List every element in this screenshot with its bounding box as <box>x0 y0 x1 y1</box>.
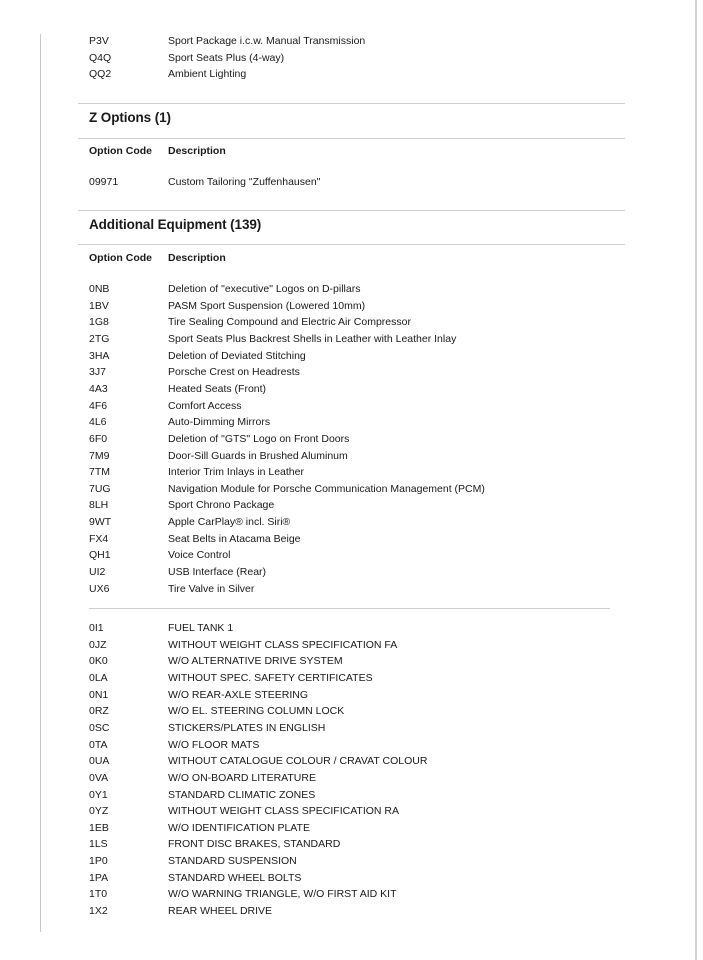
table-row <box>0 770 640 787</box>
option-code: 09971 <box>89 176 119 188</box>
option-description: Tire Sealing Compound and Electric Air Compressor <box>168 316 411 329</box>
option-code: 3J7 <box>89 366 106 379</box>
option-description: STANDARD WHEEL BOLTS <box>168 871 302 884</box>
option-code: 4F6 <box>89 399 108 412</box>
option-description: W/O FLOOR MATS <box>168 738 260 751</box>
section-divider <box>78 244 625 245</box>
table-row <box>0 870 640 887</box>
option-description: W/O ON-BOARD LITERATURE <box>168 771 316 784</box>
option-description: Auto-Dimming Mirrors <box>168 416 271 429</box>
option-code: 0UA <box>89 755 110 768</box>
table-row <box>0 331 640 348</box>
table-row <box>0 581 640 598</box>
option-code: 0N1 <box>89 688 109 701</box>
col-header-option-code: Option Code <box>89 145 152 157</box>
table-row <box>0 737 640 754</box>
option-code: 0K0 <box>89 655 108 668</box>
table-row <box>0 820 640 837</box>
table-row <box>0 364 640 381</box>
option-code: 0I1 <box>89 622 104 634</box>
option-description: USB Interface (Rear) <box>168 566 267 579</box>
option-description: Seat Belts in Atacama Beige <box>168 532 301 545</box>
option-code: 1X2 <box>89 905 108 918</box>
option-code: QH1 <box>89 549 111 562</box>
table-row <box>0 670 640 687</box>
table-row <box>0 398 640 415</box>
table-row <box>0 464 640 481</box>
section-divider <box>78 210 625 211</box>
option-description: Deletion of "executive" Logos on D-pillars <box>168 283 361 295</box>
option-description: PASM Sport Suspension (Lowered 10mm) <box>168 299 366 312</box>
table-row <box>0 481 640 498</box>
table-row <box>0 547 640 564</box>
table-row <box>0 787 640 804</box>
table-row <box>0 564 640 581</box>
table-row <box>0 448 640 465</box>
table-row <box>0 414 640 431</box>
option-description: FRONT DISC BRAKES, STANDARD <box>168 838 341 851</box>
section-divider <box>78 138 625 139</box>
option-description: Sport Seats Plus (4-way) <box>168 51 285 64</box>
additional-equipment-header <box>0 250 640 267</box>
option-code: 0LA <box>89 671 108 684</box>
option-code: 1BV <box>89 299 109 312</box>
option-code: 1PA <box>89 871 109 884</box>
col-header-description: Description <box>168 252 226 264</box>
option-code: 0NB <box>89 283 110 295</box>
option-code: 4A3 <box>89 382 108 395</box>
table-row <box>0 653 640 670</box>
table-row <box>0 497 640 514</box>
table-row <box>0 314 640 331</box>
option-code: FX4 <box>89 532 109 545</box>
option-code: 2TG <box>89 332 110 345</box>
table-row <box>0 687 640 704</box>
option-description: W/O EL. STEERING COLUMN LOCK <box>168 705 345 718</box>
option-code: 1P0 <box>89 855 108 868</box>
option-code: 0TA <box>89 738 108 751</box>
table-row <box>0 381 640 398</box>
option-code: 0RZ <box>89 705 109 718</box>
option-description: WITHOUT WEIGHT CLASS SPECIFICATION RA <box>168 805 400 818</box>
option-description: Heated Seats (Front) <box>168 382 267 395</box>
option-code: 7M9 <box>89 449 110 462</box>
option-description: WITHOUT SPEC. SAFETY CERTIFICATES <box>168 671 373 684</box>
option-description: Custom Tailoring "Zuffenhausen" <box>168 176 321 188</box>
option-code: 4L6 <box>89 416 107 429</box>
option-code: 7TM <box>89 466 110 479</box>
option-description: Ambient Lighting <box>168 68 247 81</box>
table-row <box>0 298 640 315</box>
option-code: 9WT <box>89 516 112 529</box>
option-description: Porsche Crest on Headrests <box>168 366 300 379</box>
table-row <box>0 50 640 67</box>
option-description: WITHOUT CATALOGUE COLOUR / CRAVAT COLOUR <box>168 755 428 768</box>
option-description: Tire Valve in Silver <box>168 582 255 595</box>
option-code: UX6 <box>89 582 110 595</box>
option-code: 0JZ <box>89 638 107 651</box>
z-options-title: Z Options (1) <box>89 110 171 125</box>
option-description: W/O WARNING TRIANGLE, W/O FIRST AID KIT <box>168 888 397 901</box>
option-description: FUEL TANK 1 <box>168 622 234 634</box>
col-header-description: Description <box>168 145 226 157</box>
option-description: STANDARD CLIMATIC ZONES <box>168 788 316 801</box>
option-code: UI2 <box>89 566 106 579</box>
option-code: 1EB <box>89 821 109 834</box>
option-description: Sport Package i.c.w. Manual Transmission <box>168 35 366 47</box>
option-description: WITHOUT WEIGHT CLASS SPECIFICATION FA <box>168 638 398 651</box>
section-divider <box>78 103 625 104</box>
table-row <box>0 637 640 654</box>
option-code: 1T0 <box>89 888 108 901</box>
table-row <box>0 803 640 820</box>
table-row <box>0 836 640 853</box>
option-code: 3HA <box>89 349 110 362</box>
option-description: Sport Chrono Package <box>168 499 275 512</box>
option-code: 6F0 <box>89 432 108 445</box>
option-description: Door-Sill Guards in Brushed Aluminum <box>168 449 348 462</box>
option-code: 7UG <box>89 482 111 495</box>
table-row <box>0 174 640 191</box>
table-row <box>0 514 640 531</box>
option-description: REAR WHEEL DRIVE <box>168 905 273 918</box>
option-code: P3V <box>89 35 109 47</box>
table-row <box>0 431 640 448</box>
list-divider <box>89 608 610 609</box>
table-row <box>0 33 640 50</box>
option-description: Voice Control <box>168 549 231 562</box>
option-code: 1LS <box>89 838 108 851</box>
col-header-option-code: Option Code <box>89 252 152 264</box>
option-code: QQ2 <box>89 68 112 81</box>
table-row <box>0 620 640 637</box>
table-row <box>0 281 640 298</box>
option-description: Apple CarPlay® incl. Siri® <box>168 516 291 529</box>
option-code: 1G8 <box>89 316 109 329</box>
option-code: 0YZ <box>89 805 109 818</box>
option-description: W/O ALTERNATIVE DRIVE SYSTEM <box>168 655 343 668</box>
option-code: Q4Q <box>89 51 112 64</box>
table-row <box>0 903 640 920</box>
table-row <box>0 720 640 737</box>
option-description: Sport Seats Plus Backrest Shells in Leather with Leather Inlay <box>168 332 457 345</box>
option-code: 0Y1 <box>89 788 108 801</box>
option-code: 8LH <box>89 499 109 512</box>
option-description: W/O IDENTIFICATION PLATE <box>168 821 310 834</box>
table-row <box>0 886 640 903</box>
option-description: Navigation Module for Porsche Communication Management (PCM) <box>168 482 485 495</box>
z-options-header <box>0 143 640 160</box>
option-description: Interior Trim Inlays in Leather <box>168 466 304 479</box>
option-code: 0SC <box>89 721 110 734</box>
table-row <box>0 853 640 870</box>
table-row <box>0 531 640 548</box>
additional-equipment-title: Additional Equipment (139) <box>89 217 262 232</box>
option-description: W/O REAR-AXLE STEERING <box>168 688 309 701</box>
table-row <box>0 66 640 83</box>
table-row <box>0 348 640 365</box>
table-row <box>0 753 640 770</box>
option-description: Deletion of "GTS" Logo on Front Doors <box>168 432 350 445</box>
option-code: 0VA <box>89 771 109 784</box>
page-right-border <box>695 0 697 960</box>
option-description: Deletion of Deviated Stitching <box>168 349 306 362</box>
option-description: STANDARD SUSPENSION <box>168 855 297 868</box>
table-row <box>0 703 640 720</box>
option-description: Comfort Access <box>168 399 242 412</box>
option-description: STICKERS/PLATES IN ENGLISH <box>168 721 326 734</box>
